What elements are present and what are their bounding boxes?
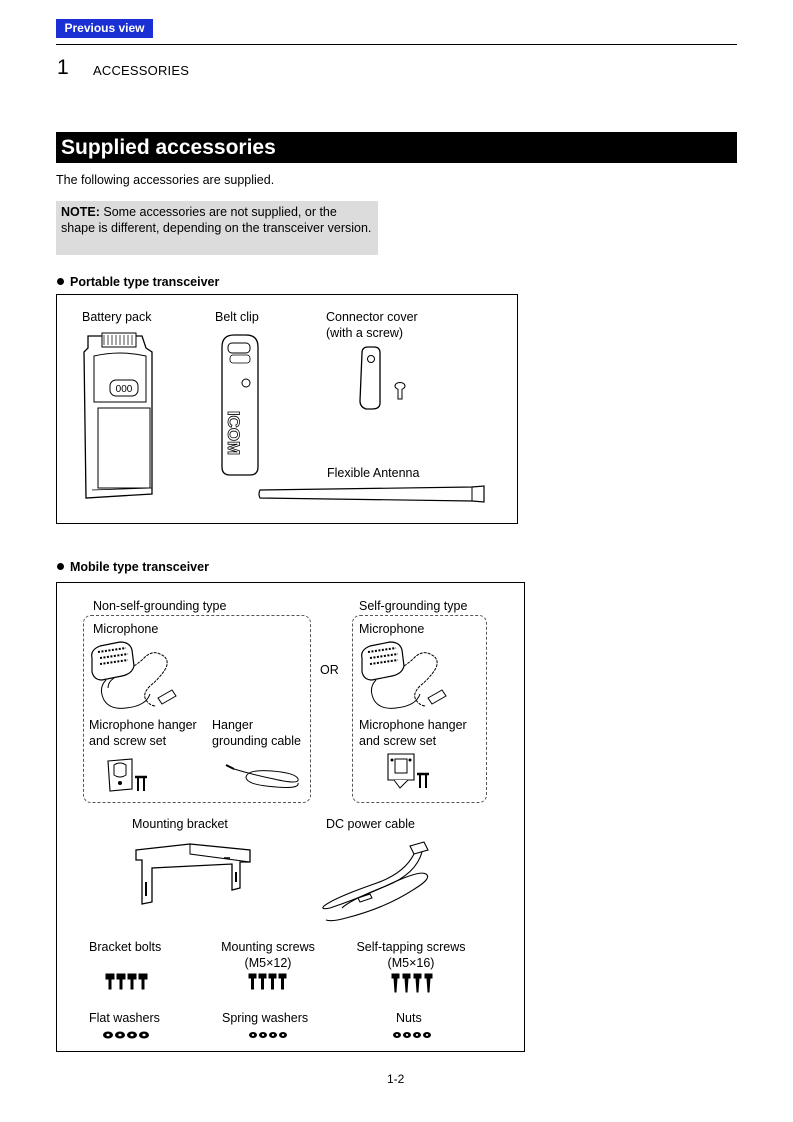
bullet-icon [57,563,64,570]
portable-heading-text: Portable type transceiver [70,275,220,289]
microphone-image [88,640,188,714]
chapter-number: 1 [57,56,69,79]
previous-view-button[interactable]: Previous view [56,19,153,38]
spring-washers-label: Spring washers [222,1011,309,1025]
mounting-bracket-image [132,838,256,908]
mounting-screws-label: Mounting screws [221,940,315,954]
page-number: 1-2 [387,1072,405,1086]
mic-hanger-self-label: Microphone hanger [359,718,467,732]
belt-clip-label: Belt clip [215,310,259,324]
note-body: Some accessories are not supplied, or the shape is different, depending on the transceiver version. [61,205,372,235]
icom-brand-text: ICOM [224,410,243,456]
battery-pack-image [80,330,160,502]
header-rule [56,44,737,45]
mic-hanger-sublabel: and screw set [89,734,167,748]
mic-hanger-label: Microphone hanger [89,718,197,732]
grounding-cable-image [222,755,304,795]
connector-cover-label: Connector cover [326,310,418,324]
mounting-screws-size: (M5×12) [244,956,292,970]
mounting-bracket-label: Mounting bracket [132,817,228,831]
note-label: NOTE: [61,205,100,219]
battery-model-text: 000 [115,384,133,395]
microphone-self-image [358,640,458,714]
nuts-image [393,1031,433,1039]
bracket-bolts-image [106,974,152,990]
chapter-title: ACCESSORIES [93,63,190,78]
self-grounding-title: Self-grounding type [359,599,468,613]
section-title: Supplied accessories [61,136,276,159]
self-tapping-screws-size: (M5×16) [387,956,435,970]
dc-power-cable-image [318,836,438,914]
grounding-cable-sublabel: grounding cable [212,734,301,748]
dc-power-cable-label: DC power cable [326,817,415,831]
battery-pack-label: Battery pack [82,310,152,324]
mic-hanger-self-sublabel: and screw set [359,734,437,748]
belt-clip-image [216,333,266,479]
mic-hanger-image [106,755,152,795]
bracket-bolts-label: Bracket bolts [89,940,162,954]
non-self-grounding-title: Non-self-grounding type [93,599,227,613]
connector-cover-image [356,345,416,411]
self-tapping-screws-image [392,974,436,994]
spring-washers-image [249,1031,289,1039]
self-tapping-screws-label: Self-tapping screws [356,940,466,954]
flexible-antenna-label: Flexible Antenna [327,466,420,480]
flexible-antenna-image [258,485,488,505]
grounding-cable-label: Hanger [212,718,253,732]
connector-cover-sublabel: (with a screw) [326,326,404,340]
intro-text: The following accessories are supplied. [56,173,275,187]
microphone-label: Microphone [93,622,159,636]
portable-heading [57,275,219,289]
mounting-screws-image [249,974,289,990]
note-text [61,204,373,236]
mic-hanger-self-image [386,750,436,792]
nuts-label: Nuts [396,1011,422,1025]
flat-washers-label: Flat washers [89,1011,160,1025]
bullet-icon [57,278,64,285]
or-label: OR [320,663,339,677]
mobile-heading [57,560,209,574]
mobile-heading-text: Mobile type transceiver [70,560,209,574]
microphone-label-self: Microphone [359,622,425,636]
flat-washers-image [103,1031,153,1039]
